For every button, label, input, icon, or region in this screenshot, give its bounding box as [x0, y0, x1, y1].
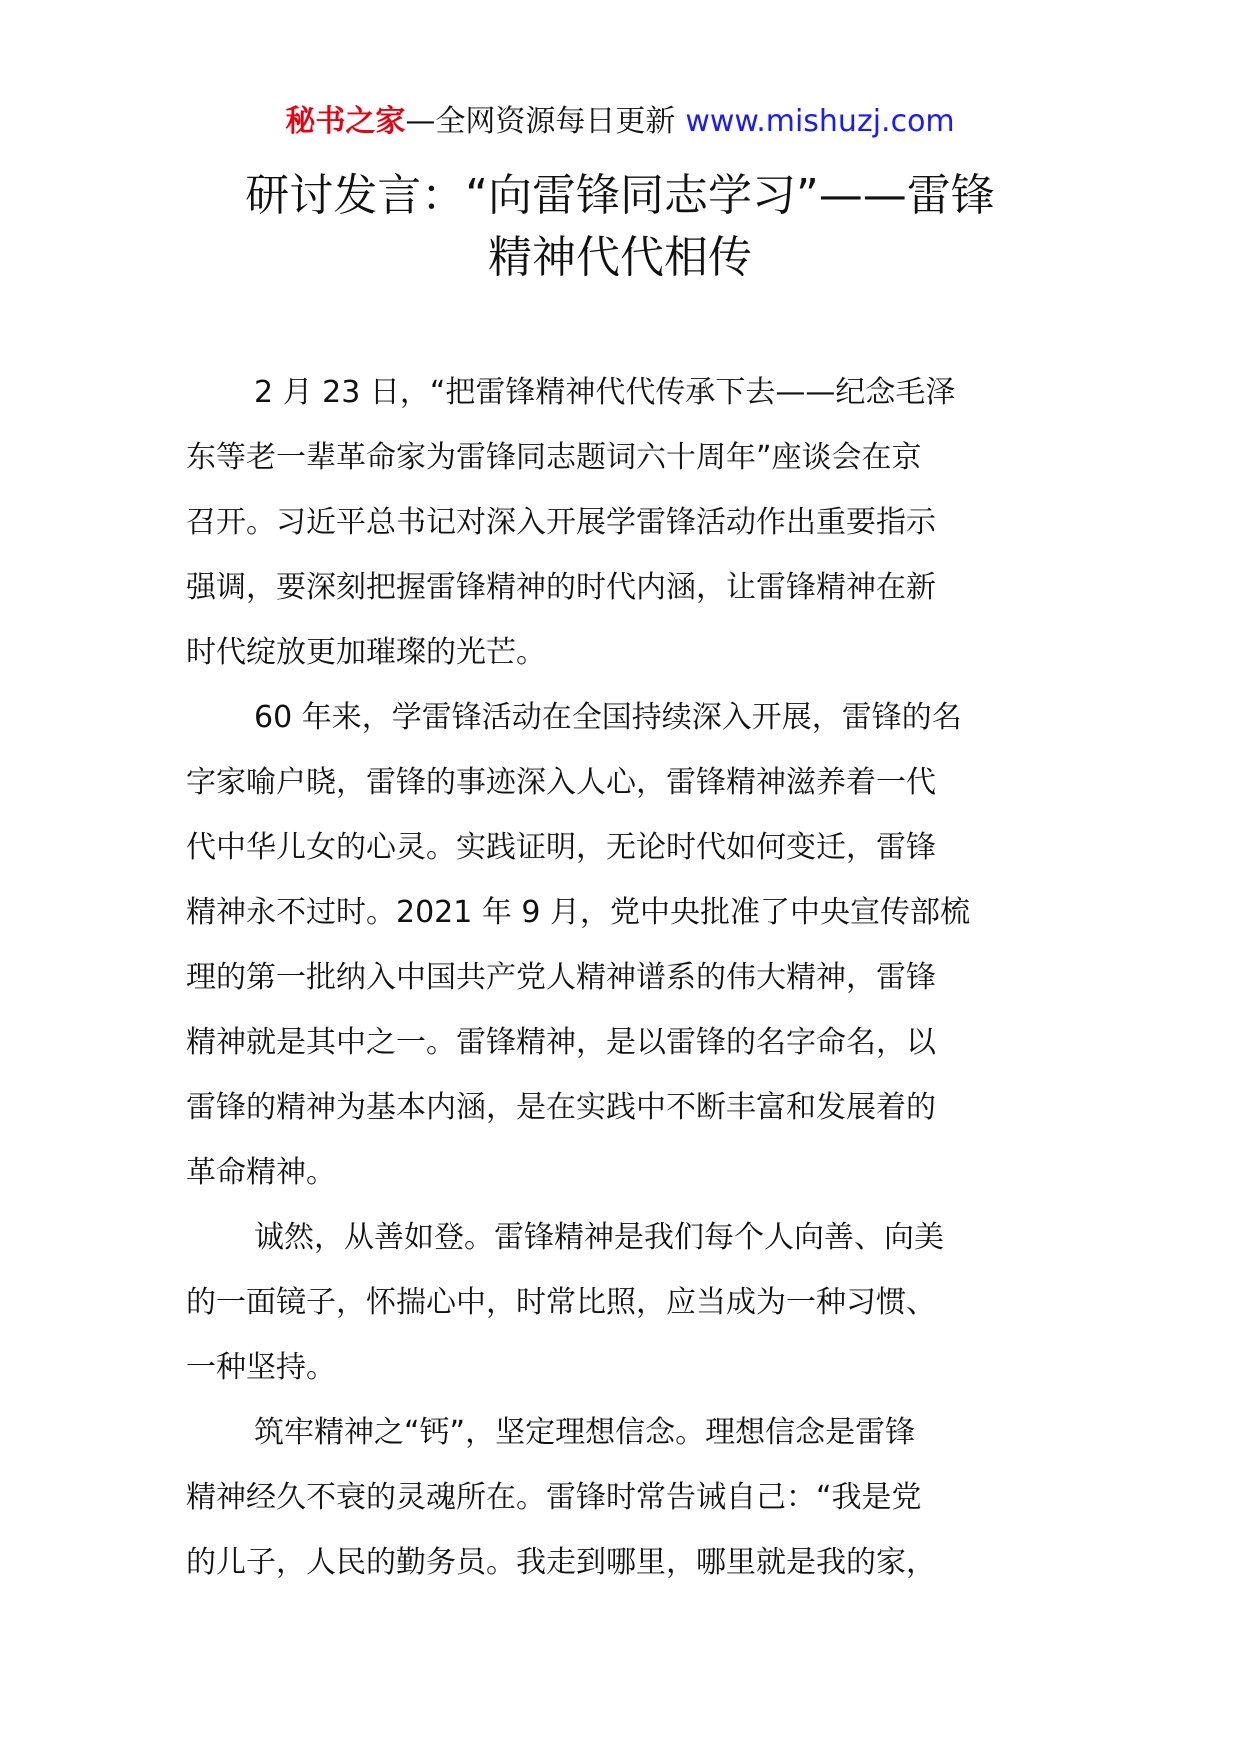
text-line: 代中华儿女的心灵。实践证明，无论时代如何变迁，雷锋: [186, 830, 936, 865]
paragraph-1: [186, 360, 1056, 685]
site-url-link[interactable]: www.mishuzj.com: [685, 104, 955, 139]
title-line-2: 精神代代相传: [488, 232, 752, 283]
text-line: 筑牢精神之“钙”，坚定理想信念。理想信念是雷锋: [254, 1415, 916, 1450]
text-line: 时代绽放更加璀璨的光芒。: [186, 635, 546, 670]
text-line: 理的第一批纳入中国共产党人精神谱系的伟大精神，雷锋: [186, 960, 936, 995]
title-line-1: 研讨发言：“向雷锋同志学习”——雷锋: [245, 170, 995, 221]
site-slogan: —全网资源每日更新: [405, 104, 676, 139]
text-line: 召开。习近平总书记对深入开展学雷锋活动作出重要指示: [186, 505, 936, 540]
text-line: 字家喻户晓，雷锋的事迹深入人心，雷锋精神滋养着一代: [186, 765, 936, 800]
text-line: 的儿子，人民的勤务员。我走到哪里，哪里就是我的家，: [186, 1545, 936, 1580]
paragraph-2: [186, 685, 1056, 1205]
paragraph-4: [186, 1400, 1056, 1595]
text-line: 精神永不过时。2021 年 9 月，党中央批准了中央宣传部梳: [186, 895, 971, 930]
text-line: 精神就是其中之一。雷锋精神，是以雷锋的名字命名，以: [186, 1025, 936, 1060]
site-brand: 秘书之家: [285, 104, 406, 139]
document-body: [186, 360, 1056, 1595]
text-line: 精神经久不衰的灵魂所在。雷锋时常告诫自己：“我是党: [186, 1480, 922, 1515]
paragraph-3: [186, 1205, 1056, 1400]
text-line: 东等老一辈革命家为雷锋同志题词六十周年”座谈会在京: [186, 440, 922, 475]
text-line: 雷锋的精神为基本内涵，是在实践中不断丰富和发展着的: [186, 1090, 936, 1125]
document-title: [150, 165, 1090, 289]
text-line: 诚然，从善如登。雷锋精神是我们每个人向善、向美: [254, 1220, 944, 1255]
text-line: 强调，要深刻把握雷锋精神的时代内涵，让雷锋精神在新: [186, 570, 936, 605]
text-line: 的一面镜子，怀揣心中，时常比照，应当成为一种习惯、: [186, 1285, 936, 1320]
site-header: [0, 102, 1240, 142]
text-line: 一种坚持。: [186, 1350, 336, 1385]
text-line: 60 年来，学雷锋活动在全国持续深入开展，雷锋的名: [254, 700, 962, 735]
text-line: 2 月 23 日，“把雷锋精神代代传承下去——纪念毛泽: [254, 375, 956, 410]
text-line: 革命精神。: [186, 1155, 336, 1190]
